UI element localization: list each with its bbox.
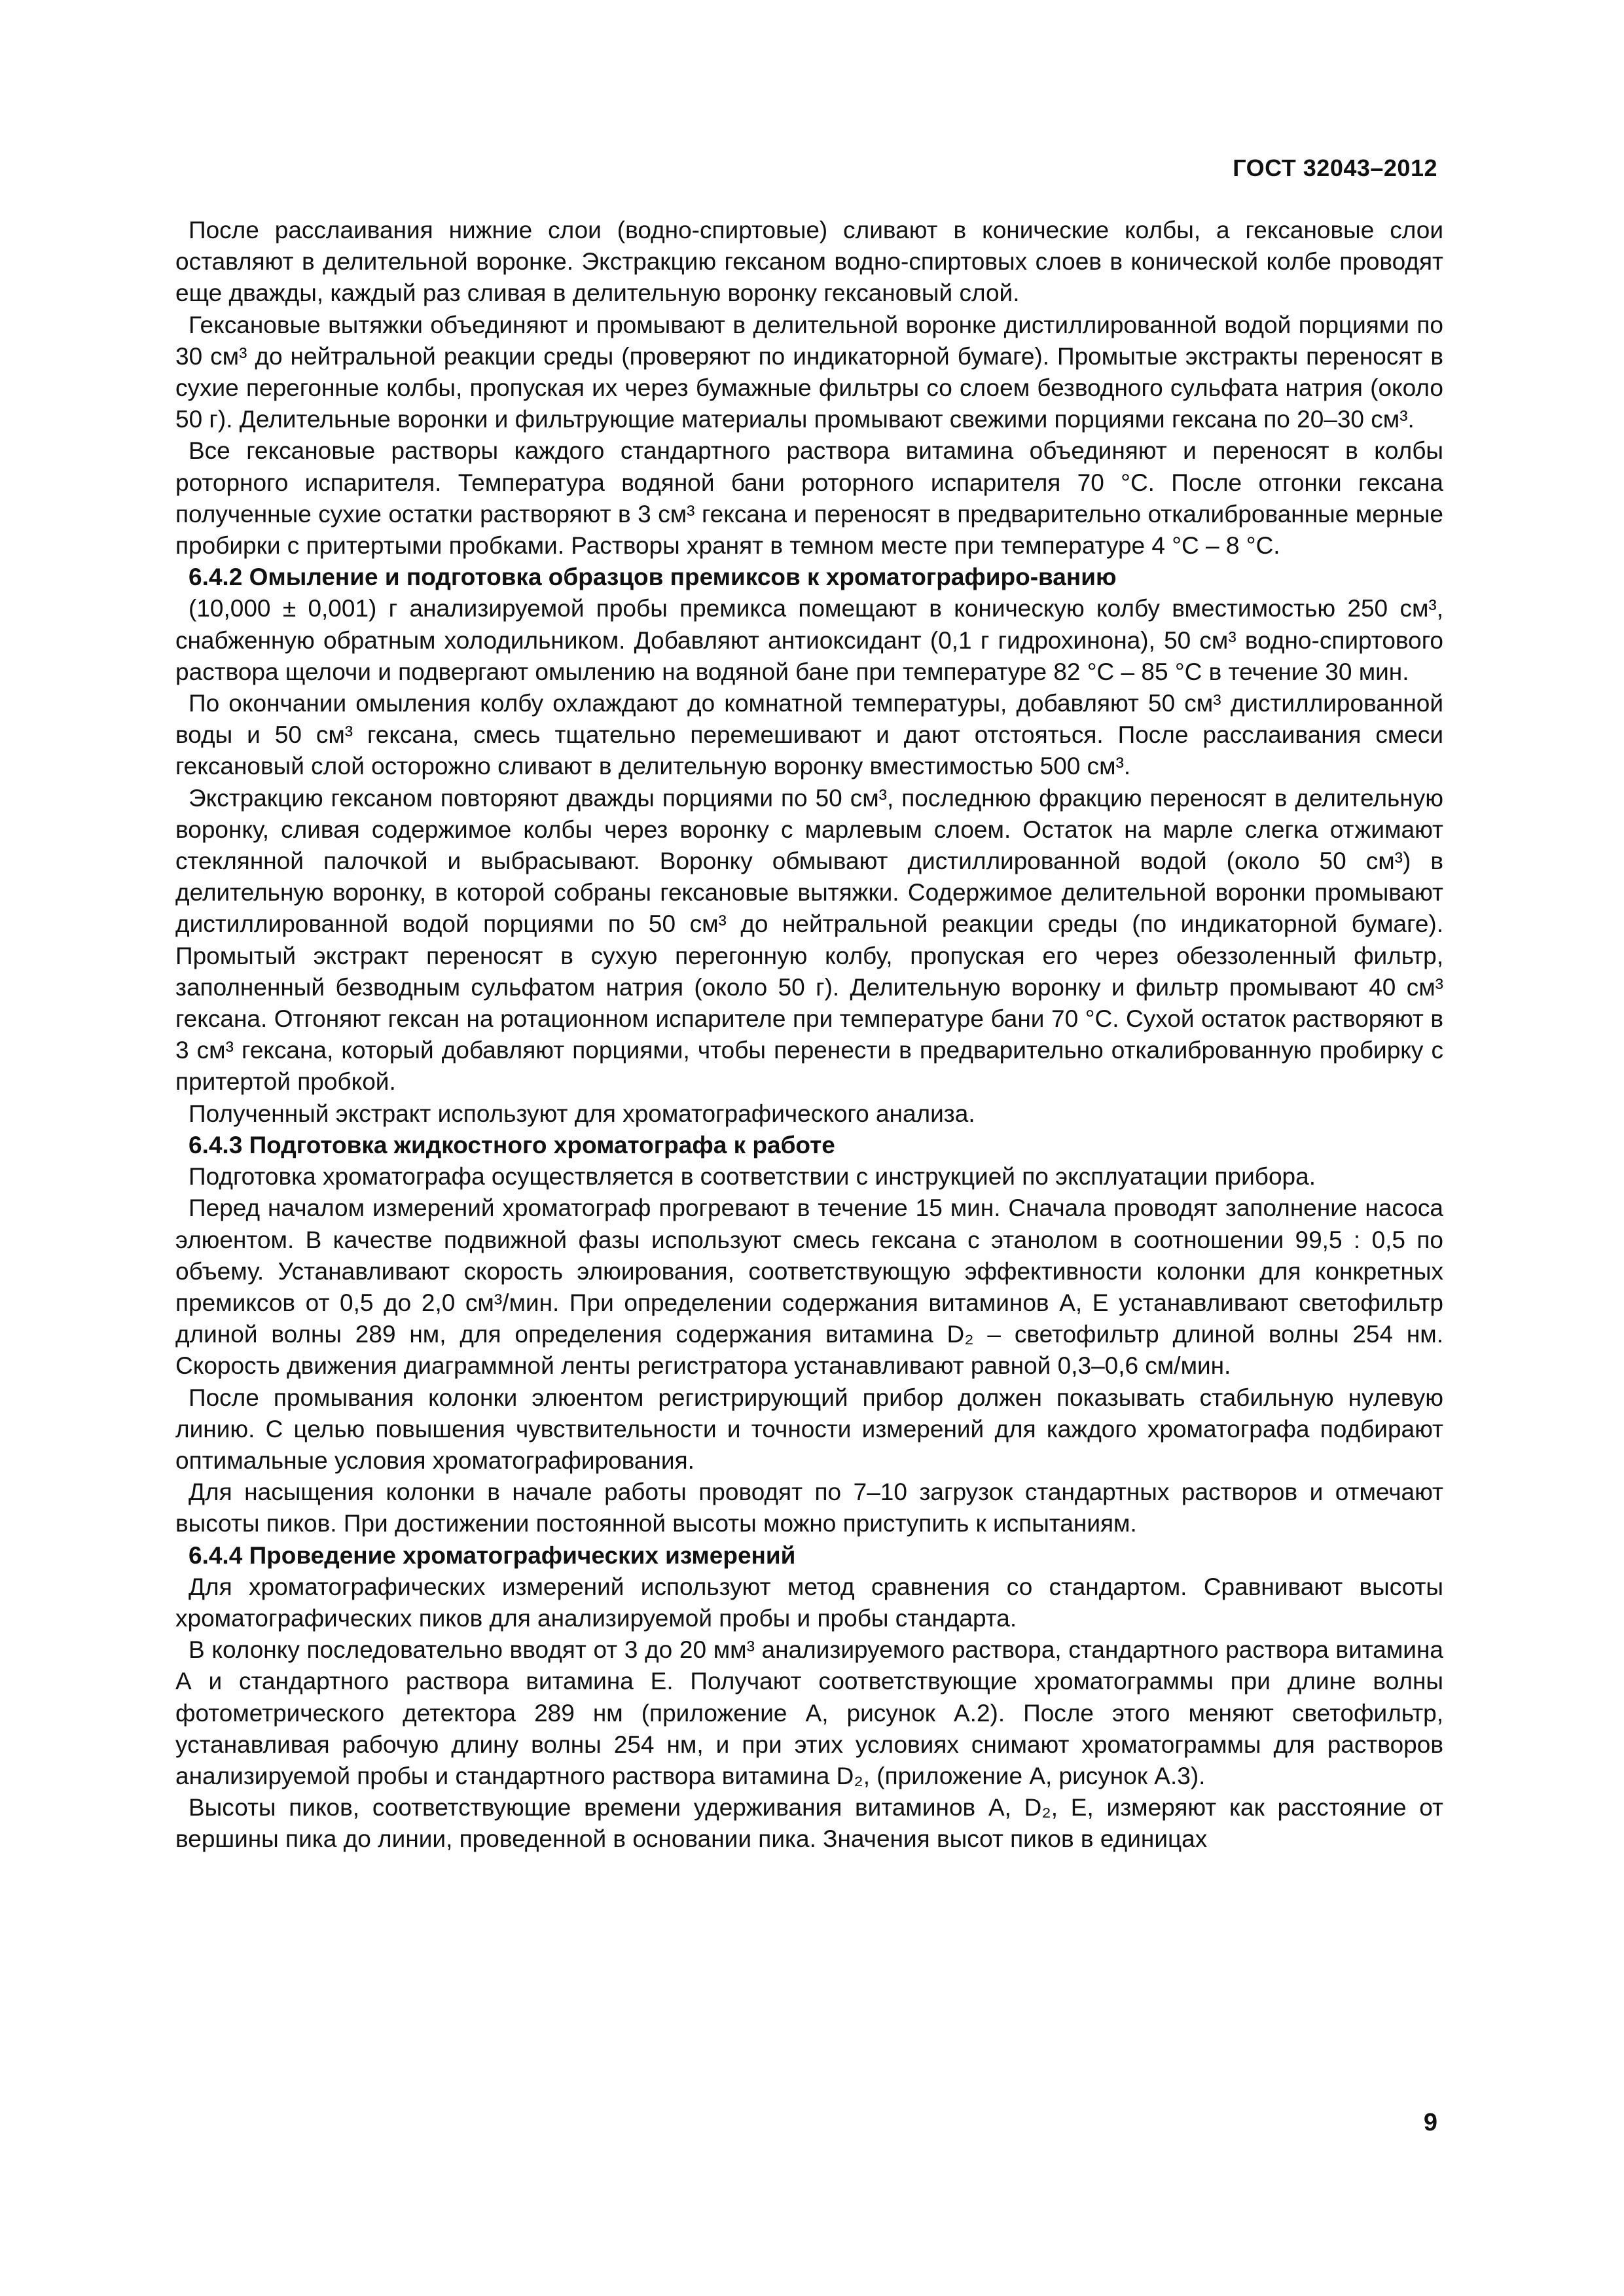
page-number: 9 <box>1423 2109 1437 2136</box>
section-heading-6-4-2: 6.4.2 Омыление и подготовка образцов премиксов к хроматографиро-ванию <box>189 564 1117 591</box>
body-text <box>175 215 1443 1856</box>
paragraph: Полученный экстракт используют для хроматографического анализа. <box>189 1100 975 1127</box>
paragraph: В колонку последовательно вводят от 3 до 20 мм³ анализируемого раствора, стандартного раствора витамина А и стандартного раствора витамина Е. Получают соответствующие хроматограммы при длине волны фотометрического детектора 289 нм (приложение А, рисунок А.2). После этого меняют светофильтр, устанавливая рабочую длину волны 254 нм, и при этих условиях снимают хроматограммы для растворов анализируемой пробы и стандартного раствора витамина D₂, (приложение А, рисунок А.3). <box>175 1636 1443 1789</box>
paragraph: Все гексановые растворы каждого стандартного раствора витамина объединяют и переносят в колбы роторного испарителя. Температура водяной бани роторного испарителя 70 °С. После отгонки гексана полученные сухие остатки растворяют в 3 см³ гексана и переносят в предварительно откалиброванные мерные пробирки с притертыми пробками. Растворы хранят в темном месте при температуре 4 °С – 8 °С. <box>175 437 1443 560</box>
paragraph: Экстракцию гексаном повторяют дважды порциями по 50 см³, последнюю фракцию переносят в делительную воронку, сливая содержимое колбы через воронку с марлевым слоем. Остаток на марле слегка отжимают стеклянной палочкой и выбрасывают. Воронку обмывают дистиллированной водой (около 50 см³) в делительную воронку, в которой собраны гексановые вытяжки. Содержимое делительной воронки промывают дистиллированной водой порциями по 50 см³ до нейтральной реакции среды (по индикаторной бумаге). Промытый экстракт переносят в сухую перегонную колбу, пропуская его через обеззоленный фильтр, заполненный безводным сульфатом натрия (около 50 г). Делительную воронку и фильтр промывают 40 см³ гексана. Отгоняют гексан на ротационном испарителе при температуре бани 70 °С. Сухой остаток растворяют в 3 см³ гексана, который добавляют порциями, чтобы перенести в предварительно откалиброванную пробирку с притертой пробкой. <box>175 784 1443 1096</box>
paragraph: Перед началом измерений хроматограф прогревают в течение 15 мин. Сначала проводят заполнение насоса элюентом. В качестве подвижной фазы используют смесь гексана с этанолом в соотношении 99,5 : 0,5 по объему. Устанавливают скорость элюирования, соответствующую эффективности колонки для конкретных премиксов от 0,5 до 2,0 см³/мин. При определении содержания витаминов А, Е устанавливают светофильтр длиной волны 289 нм, для определения содержания витамина D₂ – светофильтр длиной волны 254 нм. Скорость движения диаграммной ленты регистратора устанавливают равной 0,3–0,6 см/мин. <box>175 1194 1443 1380</box>
section-heading-6-4-4: 6.4.4 Проведение хроматографических измерений <box>189 1541 796 1569</box>
paragraph: Для насыщения колонки в начале работы проводят по 7–10 загрузок стандартных растворов и отмечают высоты пиков. При достижении постоянной высоты можно приступить к испытаниям. <box>175 1479 1443 1537</box>
paragraph: Гексановые вытяжки объединяют и промывают в делительной воронке дистиллированной водой порциями по 30 см³ до нейтральной реакции среды (проверяют по индикаторной бумаге). Промытые экстракты переносят в сухие перегонные колбы, пропуская их через бумажные фильтры со слоем безводного сульфата натрия (около 50 г). Делительные воронки и фильтрующие материалы промывают свежими порциями гексана по 20–30 см³. <box>175 311 1443 433</box>
paragraph: (10,000 ± 0,001) г анализируемой пробы премикса помещают в коническую колбу вместимостью 250 см³, снабженную обратным холодильником. Добавляют антиоксидант (0,1 г гидрохинона), 50 см³ водно-спиртового раствора щелочи и подвергают омылению на водяной бане при температуре 82 °С – 85 °С в течение 30 мин. <box>175 595 1443 685</box>
section-heading-6-4-3: 6.4.3 Подготовка жидкостного хроматографа к работе <box>189 1131 835 1158</box>
document-code: ГОСТ 32043–2012 <box>1233 154 1437 181</box>
paragraph: Подготовка хроматографа осуществляется в соответствии с инструкцией по эксплуатации прибора. <box>189 1163 1316 1191</box>
paragraph: После расслаивания нижние слои (водно-спиртовые) сливают в конические колбы, а гексановые слои оставляют в делительной воронке. Экстракцию гексаном водно-спиртовых слоев в конической колбе проводят еще дважды, каждый раз сливая в делительную воронку гексановый слой. <box>175 217 1443 307</box>
paragraph: Высоты пиков, соответствующие времени удерживания витаминов А, D₂, Е, измеряют как расстояние от вершины пика до линии, проведенной в основании пика. Значения высот пиков в единицах <box>175 1794 1443 1853</box>
paragraph: По окончании омыления колбу охлаждают до комнатной температуры, добавляют 50 см³ дистиллированной воды и 50 см³ гексана, смесь тщательно перемешивают и дают отстояться. После расслаивания смеси гексановый слой осторожно сливают в делительную воронку вместимостью 500 см³. <box>175 690 1443 780</box>
paragraph: Для хроматографических измерений используют метод сравнения со стандартом. Сравнивают высоты хроматографических пиков для анализируемой пробы и пробы стандарта. <box>175 1573 1443 1632</box>
paragraph: После промывания колонки элюентом регистрирующий прибор должен показывать стабильную нулевую линию. С целью повышения чувствительности и точности измерений для каждого хроматографа подбирают оптимальные условия хроматографирования. <box>175 1384 1443 1474</box>
